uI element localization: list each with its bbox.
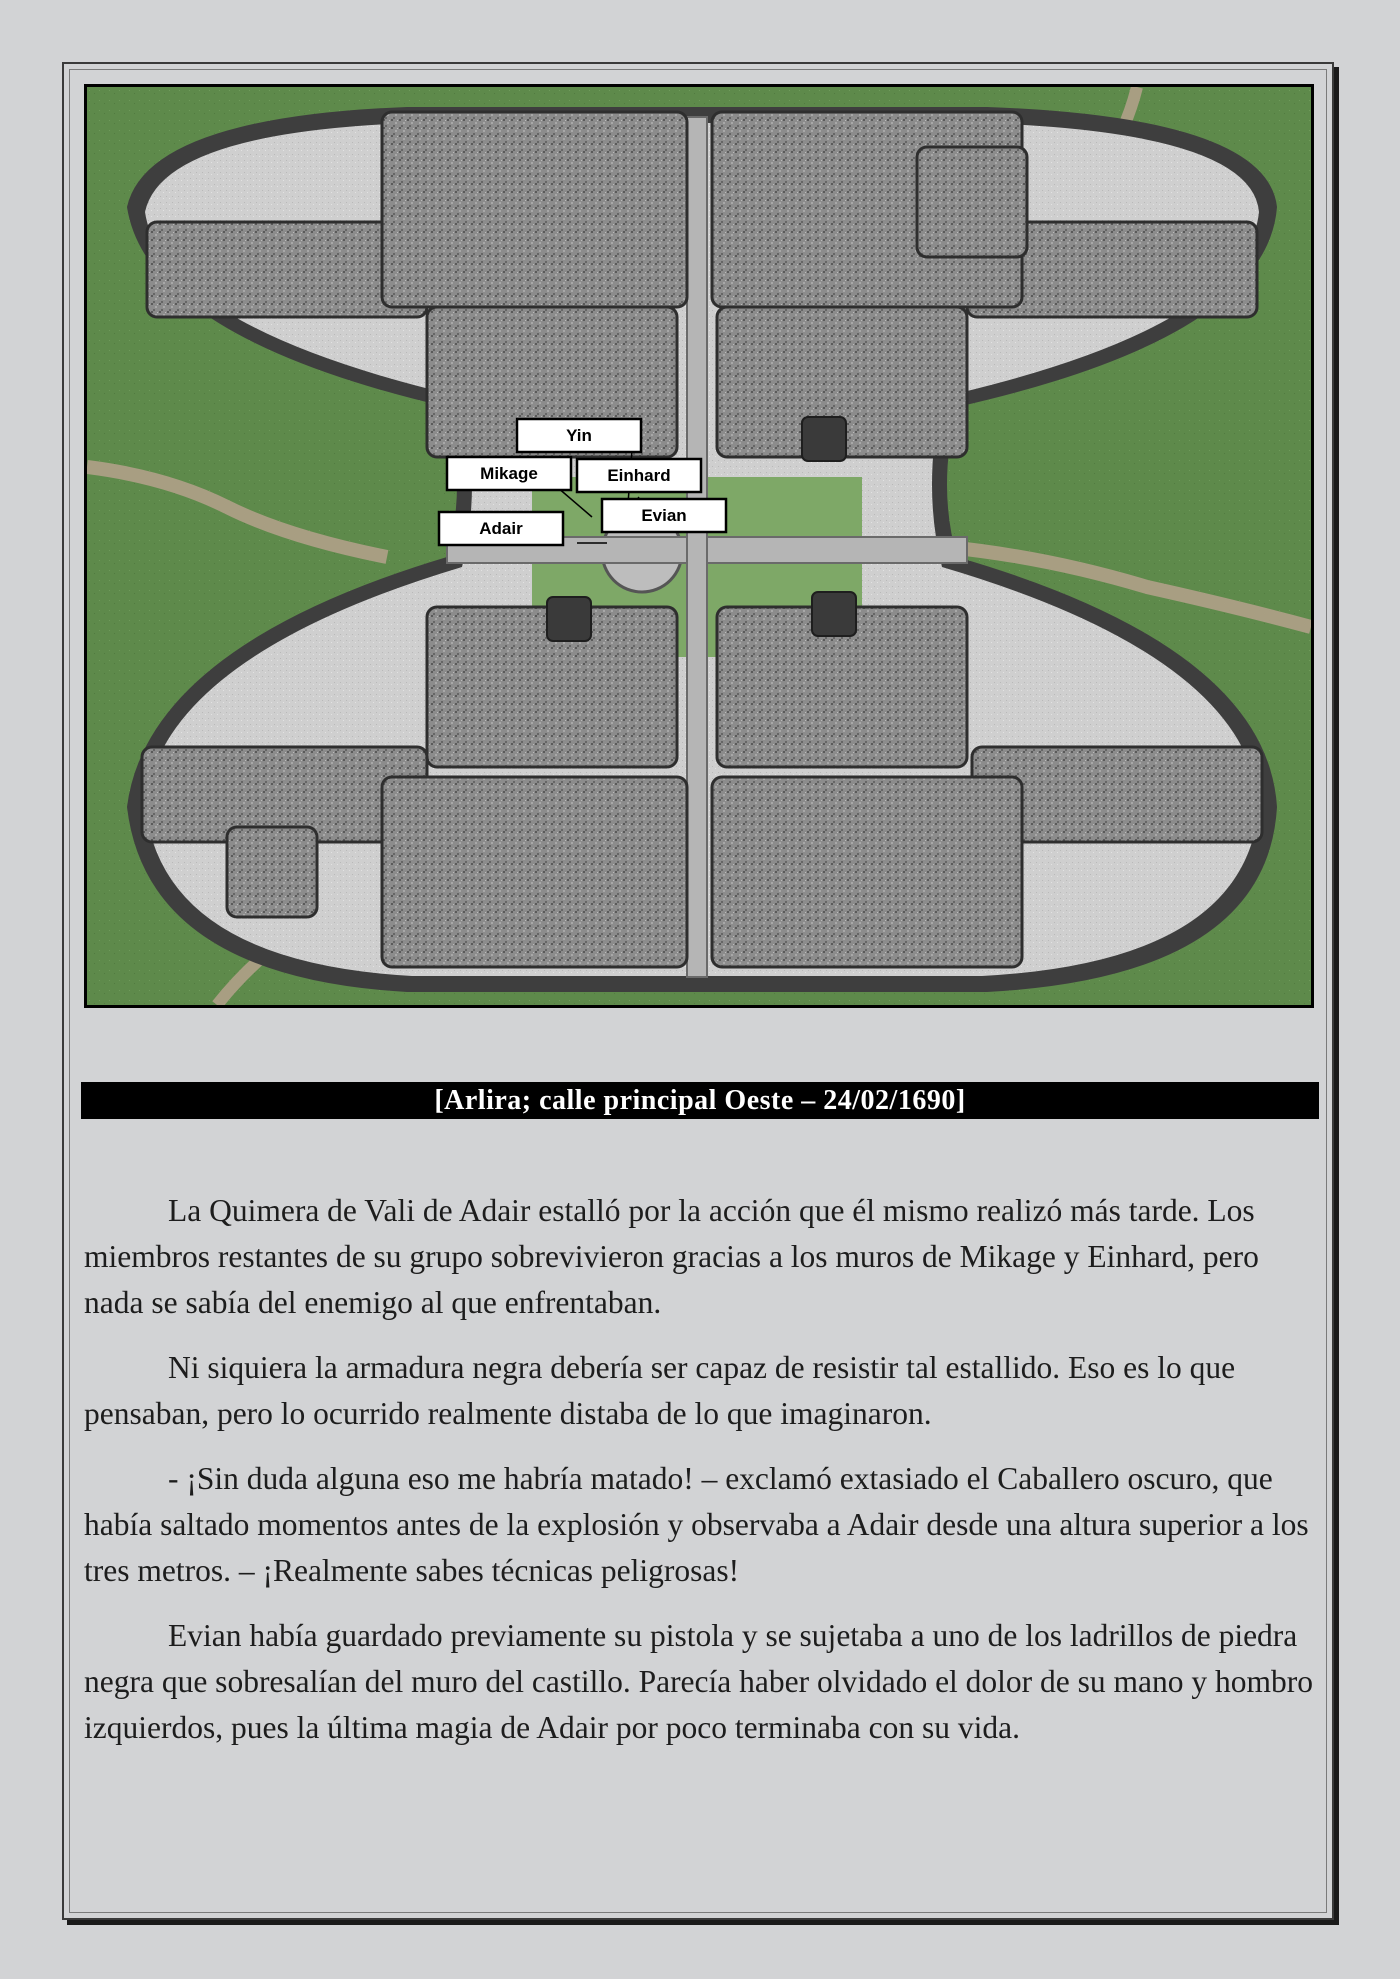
map-label-adair bbox=[439, 512, 563, 545]
story-text bbox=[84, 1188, 1316, 1770]
map-label-yin-text: Yin bbox=[566, 426, 592, 445]
map-label-einhard bbox=[577, 459, 701, 492]
north-south-street bbox=[687, 117, 707, 977]
paragraph: Ni siquiera la armadura negra debería ser capaz de resistir tal estallido. Eso es lo que pensaban, pero lo ocurrido realmente distaba de lo que imaginaron. bbox=[84, 1350, 1236, 1431]
map-label-yin bbox=[517, 419, 641, 452]
paragraph: Evian había guardado previamente su pistola y se sujetaba a uno de los ladrillos de piedra negra que sobresalían del muro del castillo. Parecía haber olvidado el dolor de su mano y hombro izquierdos, pues la última magia de Adair por poco terminaba con su vida. bbox=[84, 1618, 1314, 1745]
map-label-einhard-text: Einhard bbox=[607, 466, 671, 485]
map-label-adair-text: Adair bbox=[479, 519, 523, 538]
scene-header: [Arlira; calle principal Oeste – 24/02/1690] bbox=[81, 1082, 1319, 1119]
map-label-evian bbox=[602, 499, 726, 532]
paragraph: La Quimera de Vali de Adair estalló por la acción que él mismo realizó más tarde. Los miembros restantes de su grupo sobrevivieron gracias a los muros de Mikage y Einhard, pero nada se sabía del enemigo al que enfrentaban. bbox=[84, 1193, 1259, 1320]
map-label-evian-text: Evian bbox=[641, 506, 687, 525]
city-map-svg bbox=[87, 87, 1311, 1005]
map-label-mikage bbox=[447, 457, 571, 490]
map-label-mikage-text: Mikage bbox=[480, 464, 538, 483]
paragraph: - ¡Sin duda alguna eso me habría matado! – exclamó extasiado el Caballero oscuro, que había saltado momentos antes de la explosión y observaba a Adair desde una altura superior a los tres metros. – ¡Realmente sabes técnicas peligrosas! bbox=[84, 1461, 1309, 1588]
city-map bbox=[84, 84, 1314, 1008]
